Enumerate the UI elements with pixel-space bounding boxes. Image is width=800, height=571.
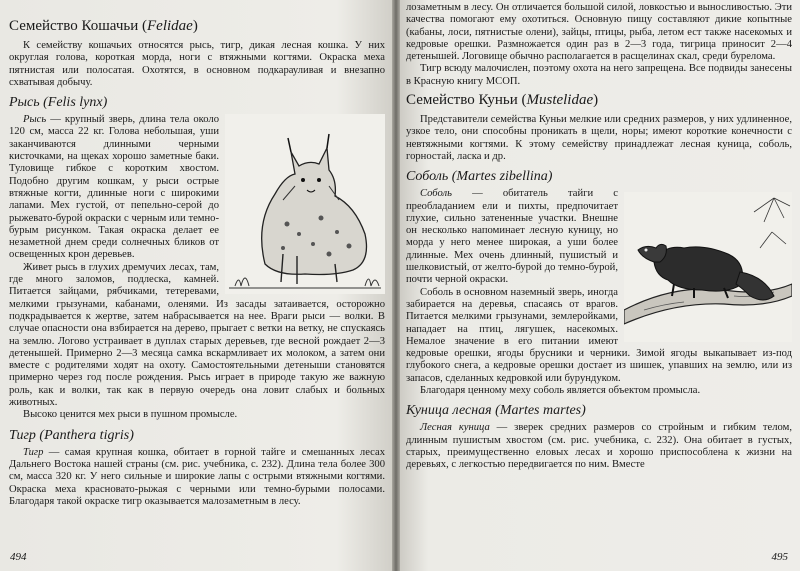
sable-illustration [624, 192, 792, 342]
tiger-p1-text: — самая крупная кошка, обитает в горной тайге и смешанных лесах Дальнего Востока нашей страны (см. рис. учебника, с. 232). Длина тела более 300 см, масса 320 кг. У него сильные и широкие лапы с острыми втяжными когтями. Окраска меха красновато-рыжая с черными или темно-бурыми полосами. Благодаря такой окраске тигр оказывается малозаметным в лесу. [9, 446, 385, 507]
felidae-intro: К семейству кошачьих относятся рысь, тигр, дикая лесная кошка. У них округлая голова, короткая морда, ноги с втяжными когтями. Окраска меха пятнистая или полосатая. Охотятся, в основном подкарауливая и внезапно схватывая добычу. [9, 40, 385, 88]
lynx-paragraph-3: Высоко ценится мех рыси в пушном промысле. [23, 409, 238, 421]
tiger-heading [9, 427, 385, 444]
mustelidae-heading [406, 91, 792, 109]
sable-latin: Martes zibellina [456, 169, 548, 185]
mustelidae-intro: Представители семейства Куньи мелкие или средних размеров, у них удлиненное, узкое тело, они способны проникать в щели, норы; имеют короткие конечности с невтяжными когтями. К этому семейству принадлежат лесная куница, соболь, горностай, ласка и др. [406, 114, 792, 162]
tiger-paragraph-1 [9, 447, 385, 508]
lynx-title: Рысь ( [9, 95, 48, 111]
marten-latin: Martes martes [499, 403, 582, 419]
book-gutter [392, 0, 400, 571]
marten-close: ) [581, 403, 586, 419]
sable-drawing [624, 192, 792, 342]
felidae-latin: Felidae [147, 18, 193, 34]
lynx-illustration [225, 114, 385, 294]
tiger-protection: Тигр всюду малочислен, поэтому охота на него запрещена. Все подвиды занесены в Красную книгу МСОП. [406, 63, 792, 87]
mustelidae-title: Семейство Куньи ( [406, 92, 527, 109]
mustelidae-latin: Mustelidae [526, 92, 594, 109]
marten-heading [406, 402, 792, 419]
tiger-latin: Panthera tigris [44, 427, 130, 443]
sable-p1-text: — обитатель тайги с преобладанием ели и пихты, предпочитает глухие, сильно затененные участки. Внешне он несколько напоминает лесную куницу, но морда у него менее широкая, а уши более длинные. Мех очень длинный, пушистый и шелковистый, от желто-бурой до темно-бурой, почти черной окраски. [406, 188, 618, 286]
tiger-continuation: лозаметным в лесу. Он отличается большой силой, ловкостью и выносливостью. Эти качества помогают ему охотиться. Основную пищу составляют дикие копытные (кабаны, лоси, пятнистые олени), зайцы, птицы, рыба, летом ест также насекомых и кедровые орешки. Размножается один раз в 2—3 года, тигрица приносит 2—4 детенышей. Логовище обычно располагается в расщелинах скал, среди бурелома. [406, 2, 792, 63]
left-page-number: 494 [10, 551, 27, 563]
sable-heading [406, 168, 792, 185]
right-text-column [406, 2, 792, 472]
marten-lead-word: Лесная куница [420, 422, 490, 434]
tiger-close: ) [129, 427, 134, 443]
lynx-latin: Felis lynx [47, 95, 103, 111]
marten-p1-text: — зверек средних размеров со стройным и гибким телом, длинным пушистым хвостом (см. рис. учебника, с. 232). Она обитает в густых, старых, преимущественно еловых лесах и хорошо приспособлена к жизни на деревьях, с легкостью передвигается по ним. Вместе [406, 422, 792, 471]
lynx-p1-text: — крупный зверь, длина тела около 120 см, масса 22 кг. Голова небольшая, уши заканчиваются длинными черными кисточками, на щеках хорошо заметные баки. Туловище гибкое с коротким хвостом. Подобно другим кошкам, у рыси острые втяжные когти, длинные ноги с широкими лапами. Мех густой, от пепельно-серой до рыжевато-бурой окраски с черным или темно-бурым рисунком. Такая окраска делает ее незаметной днем среди солнечных бликов от освещенных крон деревьев. [9, 114, 219, 261]
marten-paragraph-1 [406, 422, 792, 471]
felidae-heading [9, 17, 385, 35]
felidae-title: Семейство Кошачьи ( [9, 18, 147, 34]
sable-title: Соболь ( [406, 169, 457, 185]
left-text-column [9, 14, 385, 508]
lynx-heading [9, 94, 385, 111]
tiger-lead-word: Тигр [23, 446, 44, 458]
felidae-close: ) [192, 18, 198, 34]
lynx-close: ) [102, 95, 108, 111]
mustelidae-close: ) [593, 92, 599, 109]
left-page [0, 0, 396, 571]
right-page [396, 0, 800, 571]
sable-lead-word: Соболь [420, 188, 452, 200]
sable-paragraph-2: Соболь в основном наземный зверь, иногда забирается на деревья, спасаясь от врагов. Питается мелкими грызунами, землеройками, нападает на птиц, лягушек, насекомых. Немалое значение в его питании имеют кедровые орешки, ягоды брусники и черники. Зимой ягоды выкапывает из-под глубокого снега, а кедровые орешки достает из шишек, упавших на землю, или из запасов, сделанных кедровкой или бурундуком. [406, 286, 792, 384]
right-page-number: 495 [771, 551, 788, 563]
lynx-drawing [225, 114, 385, 294]
marten-title: Куница лесная ( [406, 403, 500, 419]
sable-close: ) [547, 169, 553, 185]
lynx-paragraph-2: Живет рысь в глухих дремучих лесах, там, где много заломов, подлеска, камней. Питается зайцами, рябчиками, тетеревами, мелкими грызунами, кабанами, оленями. Из засады затаивается, осторожно подкрадывается к жертве, затем набрасывается на нее. Враги рыси — волки. В случае опасности она взбирается на дерево, прыгает с ветки на ветку, не спускаясь на землю. Логово устраивает в дуплах старых деревьев, где весной рождает 2—3 детенышей. Примерно 2—3 месяца самка вскармливает их молоком, а затем они вместе с родителями ходят на охоту. Самостоятельными детеныши становятся примерно через год после рождения. Рысь играет в природе такую же важную роль, как и волки, так как в первую очередь она ловит слабых и больных животных. [9, 261, 385, 409]
lynx-lead-word: Рысь [23, 114, 47, 126]
tiger-title: Тигр ( [9, 427, 45, 443]
sable-paragraph-3: Благодаря ценному меху соболь является объектом промысла. [420, 385, 701, 397]
